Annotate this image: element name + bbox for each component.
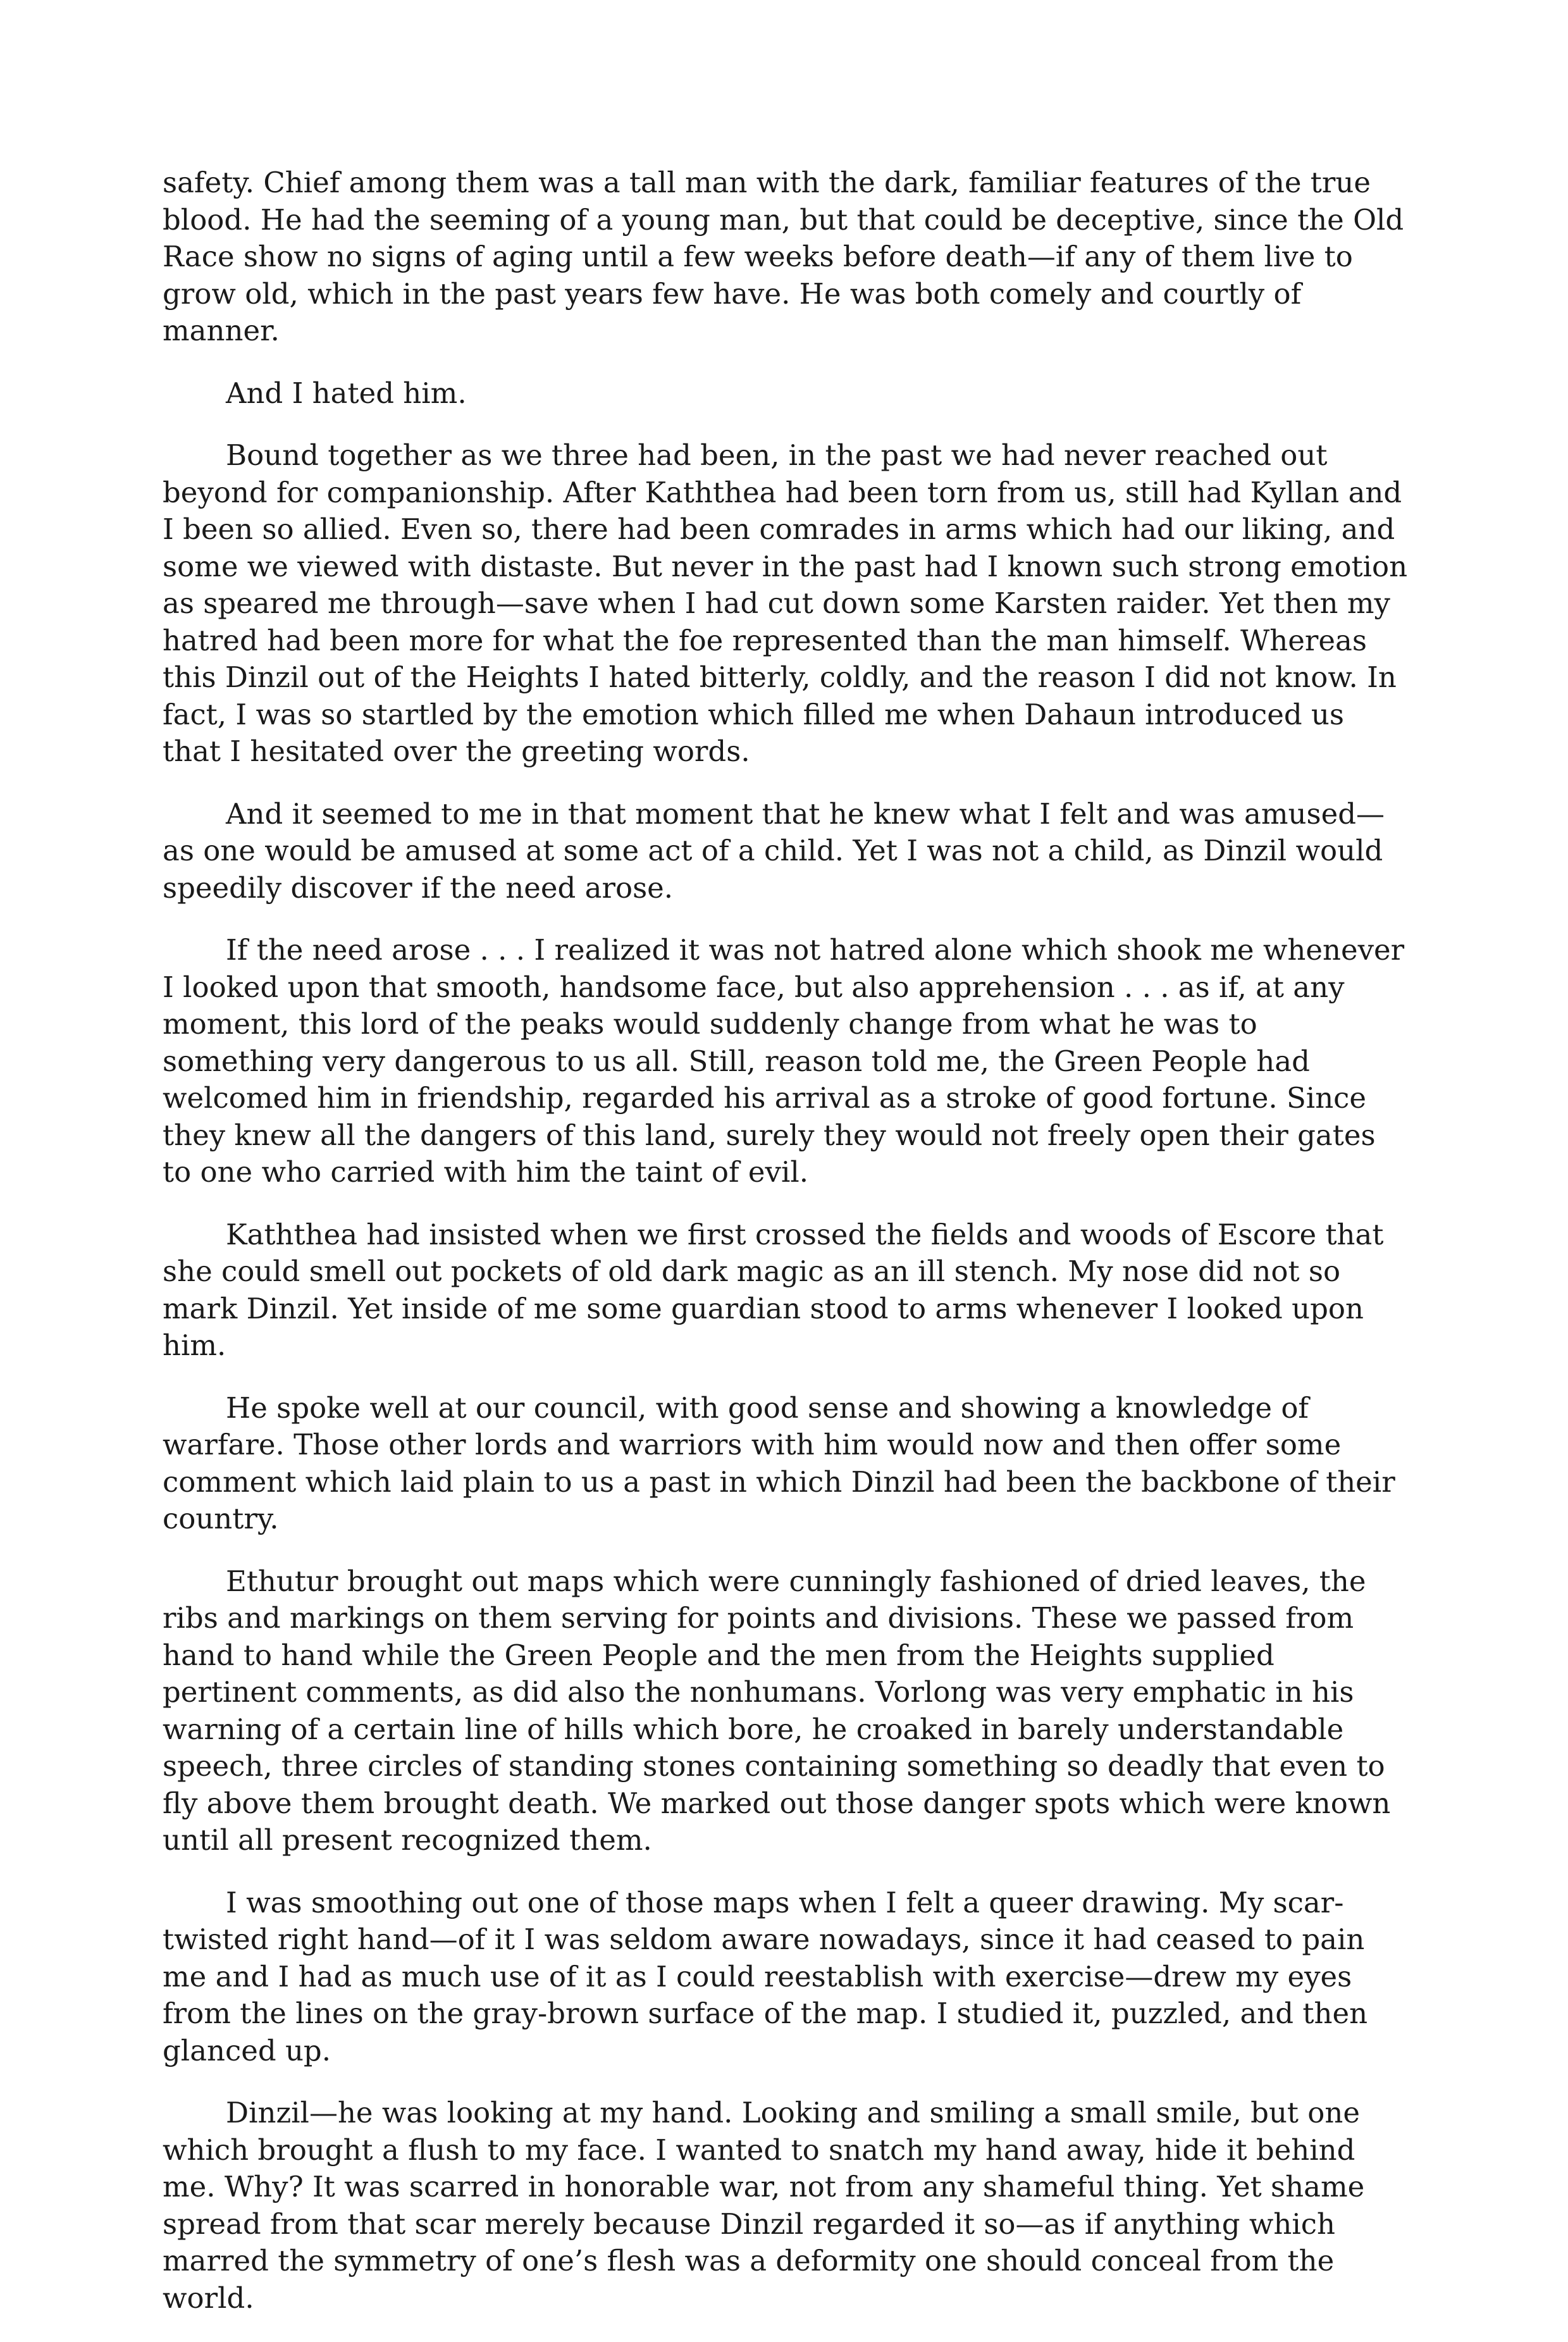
body-text [163, 164, 1409, 2342]
paragraph-1: safety. Chief among them was a tall man with the dark, familiar features of the true blood. He had the seeming of a young man, but that could be deceptive, since the Old Race show no signs of aging until a few weeks before death—if any of them live to grow old, which in the past years few have. He was both comely and courtly of manner. [163, 166, 1404, 347]
paragraph-7: He spoke well at our council, with good sense and showing a knowledge of warfare. Those other lords and warriors with him would now and then offer some comment which laid plain to us a past in which Dinzil had been the backbone of their country. [163, 1391, 1395, 1535]
paragraph-2: And I hated him. [226, 376, 467, 410]
paragraph-9: I was smoothing out one of those maps when I felt a queer drawing. My scar-twisted right hand—of it I was seldom aware nowadays, since it had ceased to pain me and I had as much use of it as I could reestablish with exercise—drew my eyes from the lines on the gray-brown surface of the map. I studied it, puzzled, and then glanced up. [163, 1885, 1368, 2067]
paragraph-3: Bound together as we three had been, in the past we had never reached out beyond for companionship. After Kaththea had been torn from us, still had Kyllan and I been so allied. Even so, there had been comrades in arms which had our liking, and some we viewed with distaste. But never in the past had I known such strong emotion as speared me through—save when I had cut down some Karsten raider. Yet then my hatred had been more for what the foe represented than the man himself. Whereas this Dinzil out of the Heights I hated bitterly, coldly, and the reason I did not know. In fact, I was so startled by the emotion which filled me when Dahaun introduced us that I hesitated over the greeting words. [163, 438, 1408, 768]
paragraph-5: If the need arose . . . I realized it was not hatred alone which shook me whenever I looked upon that smooth, handsome face, but also apprehension . . . as if, at any moment, this lord of the peaks would suddenly change from what he was to something very dangerous to us all. Still, reason told me, the Green People had welcomed him in friendship, regarded his arrival as a stroke of good fortune. Since they knew all the dangers of this land, surely they would not freely open their gates to one who carried with him the taint of evil. [163, 933, 1405, 1189]
paragraph-6: Kaththea had insisted when we first crossed the fields and woods of Escore that she could smell out pockets of old dark magic as an ill stench. My nose did not so mark Dinzil. Yet inside of me some guardian stood to arms whenever I looked upon him. [163, 1217, 1384, 1362]
paragraph-8: Ethutur brought out maps which were cunningly fashioned of dried leaves, the ribs and markings on them serving for points and divisions. These we passed from hand to hand while the Green People and the men from the Heights supplied pertinent comments, as did also the nonhumans. Vorlong was very emphatic in his warning of a certain line of hills which bore, he croaked in barely understandable speech, three circles of standing stones containing something so deadly that even to fly above them brought death. We marked out those danger spots which were known until all present recognized them. [163, 1564, 1391, 1857]
paragraph-4: And it seemed to me in that moment that he knew what I felt and was amused—as one would be amused at some act of a child. Yet I was not a child, as Dinzil would speedily discover if the need arose. [163, 796, 1385, 905]
paragraph-10: Dinzil—he was looking at my hand. Looking and smiling a small smile, but one which brought a flush to my face. I wanted to snatch my hand away, hide it behind me. Why? It was scarred in honorable war, not from any shameful thing. Yet shame spread from that scar merely because Dinzil regarded it so—as if anything which marred the symmetry of one’s flesh was a deformity one should conceal from the world. [163, 2096, 1365, 2315]
